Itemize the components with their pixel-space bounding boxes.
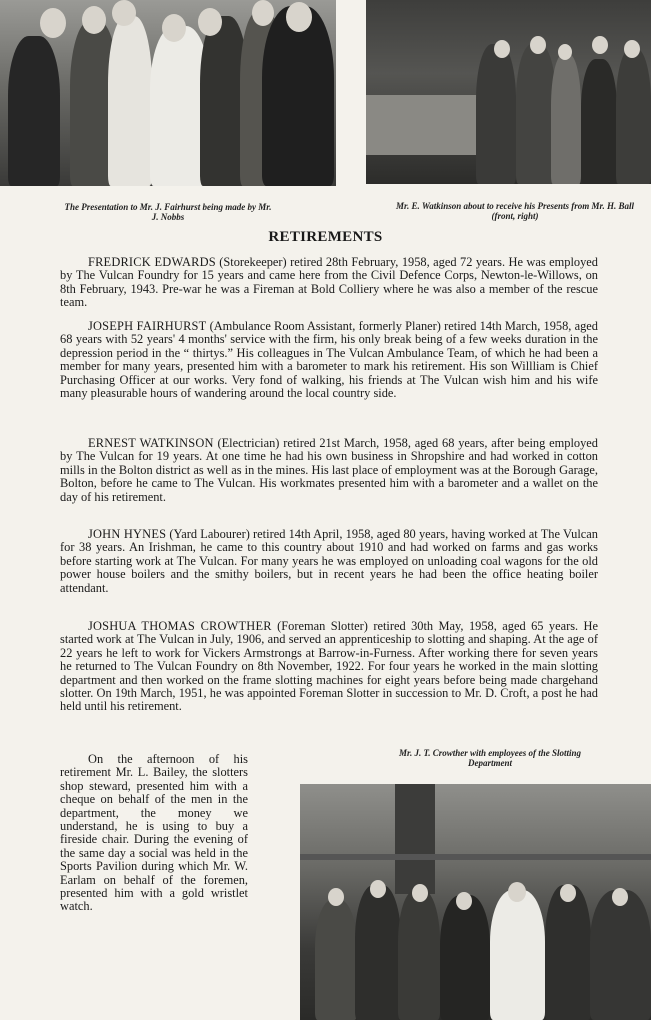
retiree-text: (Ambulance Room Assistant, formerly Planer) retired 14th March, 1958, aged 68 years with 52 years' 4 months' service with the firm, his only break being of a few weeks duration in the depression period in the “ thirtys.” His colleagues in The Vulcan Ambulance Team, of which he had been a member for many years, presented him with a barometer to mark his retirement. His son Willliam is Chief Purchasing Officer at our works. Very fond of walking, his friends at The Vulcan wish him and his wife many pleasurable hours of wandering around the local country side. <box>60 319 598 401</box>
retiree-name: FREDRICK EDWARDS <box>88 255 216 269</box>
retirement-watkinson <box>60 437 598 504</box>
retirement-crowther <box>60 620 598 714</box>
retirement-fairhurst <box>60 320 598 400</box>
caption-bottom-right: Mr. J. T. Crowther with employees of the Slotting Department <box>399 748 581 768</box>
retirement-hynes <box>60 528 598 595</box>
retiree-name: JOHN HYNES <box>88 527 167 541</box>
retiree-name: JOSHUA THOMAS CROWTHER <box>88 619 272 633</box>
photo-slotting-department <box>300 784 651 1020</box>
retiree-name: ERNEST WATKINSON <box>88 436 214 450</box>
retirement-edwards <box>60 256 598 310</box>
page-title: RETIREMENTS <box>268 229 383 245</box>
retiree-text: (Foreman Slotter) retired 30th May, 1958, aged 65 years. He started work at The Vulcan in July, 1906, and served an apprenticeship to slotting and shaping. At the age of 22 years he left to work for Vickers Armstrongs at Barrow-in-Furness. After working there for seven years he returned to The Vulcan Foundry on 8th November, 1922. For four years he worked in the main slotting department and then worked on the frame slotting machines for eight years before being made chargehand slotter. On 19th March, 1951, he was appointed Foreman Slotter in succession to Mr. D. Croft, a post he had held until his retirement. <box>60 619 598 714</box>
caption-top-right: Mr. E. Watkinson about to receive his Presents from Mr. H. Ball (front, right) <box>396 201 634 221</box>
photo-watkinson-presents <box>366 0 651 184</box>
retiree-name: JOSEPH FAIRHURST <box>88 319 207 333</box>
caption-top-left: The Presentation to Mr. J. Fairhurst being made by Mr. J. Nobbs <box>64 202 272 222</box>
retiree-text: (Yard Labourer) retired 14th April, 1958, aged 80 years, having worked at The Vulcan for 38 years. An Irishman, he came to this country about 1910 and had worked on farms and gas works before starting work at The Vulcan. For many years he was employed on unloading coal wagons for the old power house boilers and the smithy boilers, but in recent years he had been the office heating boiler attendant. <box>60 527 598 595</box>
photo-presentation-fairhurst <box>0 0 336 186</box>
retiree-text: (Storekeeper) retired 28th February, 1958, aged 72 years. He was employed by The Vulcan Foundry for 15 years and came here from the Civil Defence Corps, Newton-le-Willows, on 8th February, 1943. Pre-war he was a Fireman at Bold Colliery where he was also a member of the rescue team. <box>60 255 598 310</box>
retiree-text: (Electrician) retired 21st March, 1958, aged 68 years, after being employed by The Vulcan for 19 years. At one time he had his own business in Shropshire and had worked in cotton mills in the Bolton district as well as in the mines. His last place of employment was at the Borough Garage, Bolton, before he came to The Vulcan. His workmates presented him with a barometer and a wallet on the day of his retirement. <box>60 436 598 504</box>
crowther-presentation-text: On the afternoon of his retirement Mr. L. Bailey, the slotters shop steward, presented him with a cheque on behalf of the men in the department, the money we understand, he is using to buy a fireside chair. During the evening of the same day a social was held in the Sports Pavilion during which Mr. W. Earlam on behalf of the foremen, presented him with a gold wristlet watch. <box>60 752 248 914</box>
